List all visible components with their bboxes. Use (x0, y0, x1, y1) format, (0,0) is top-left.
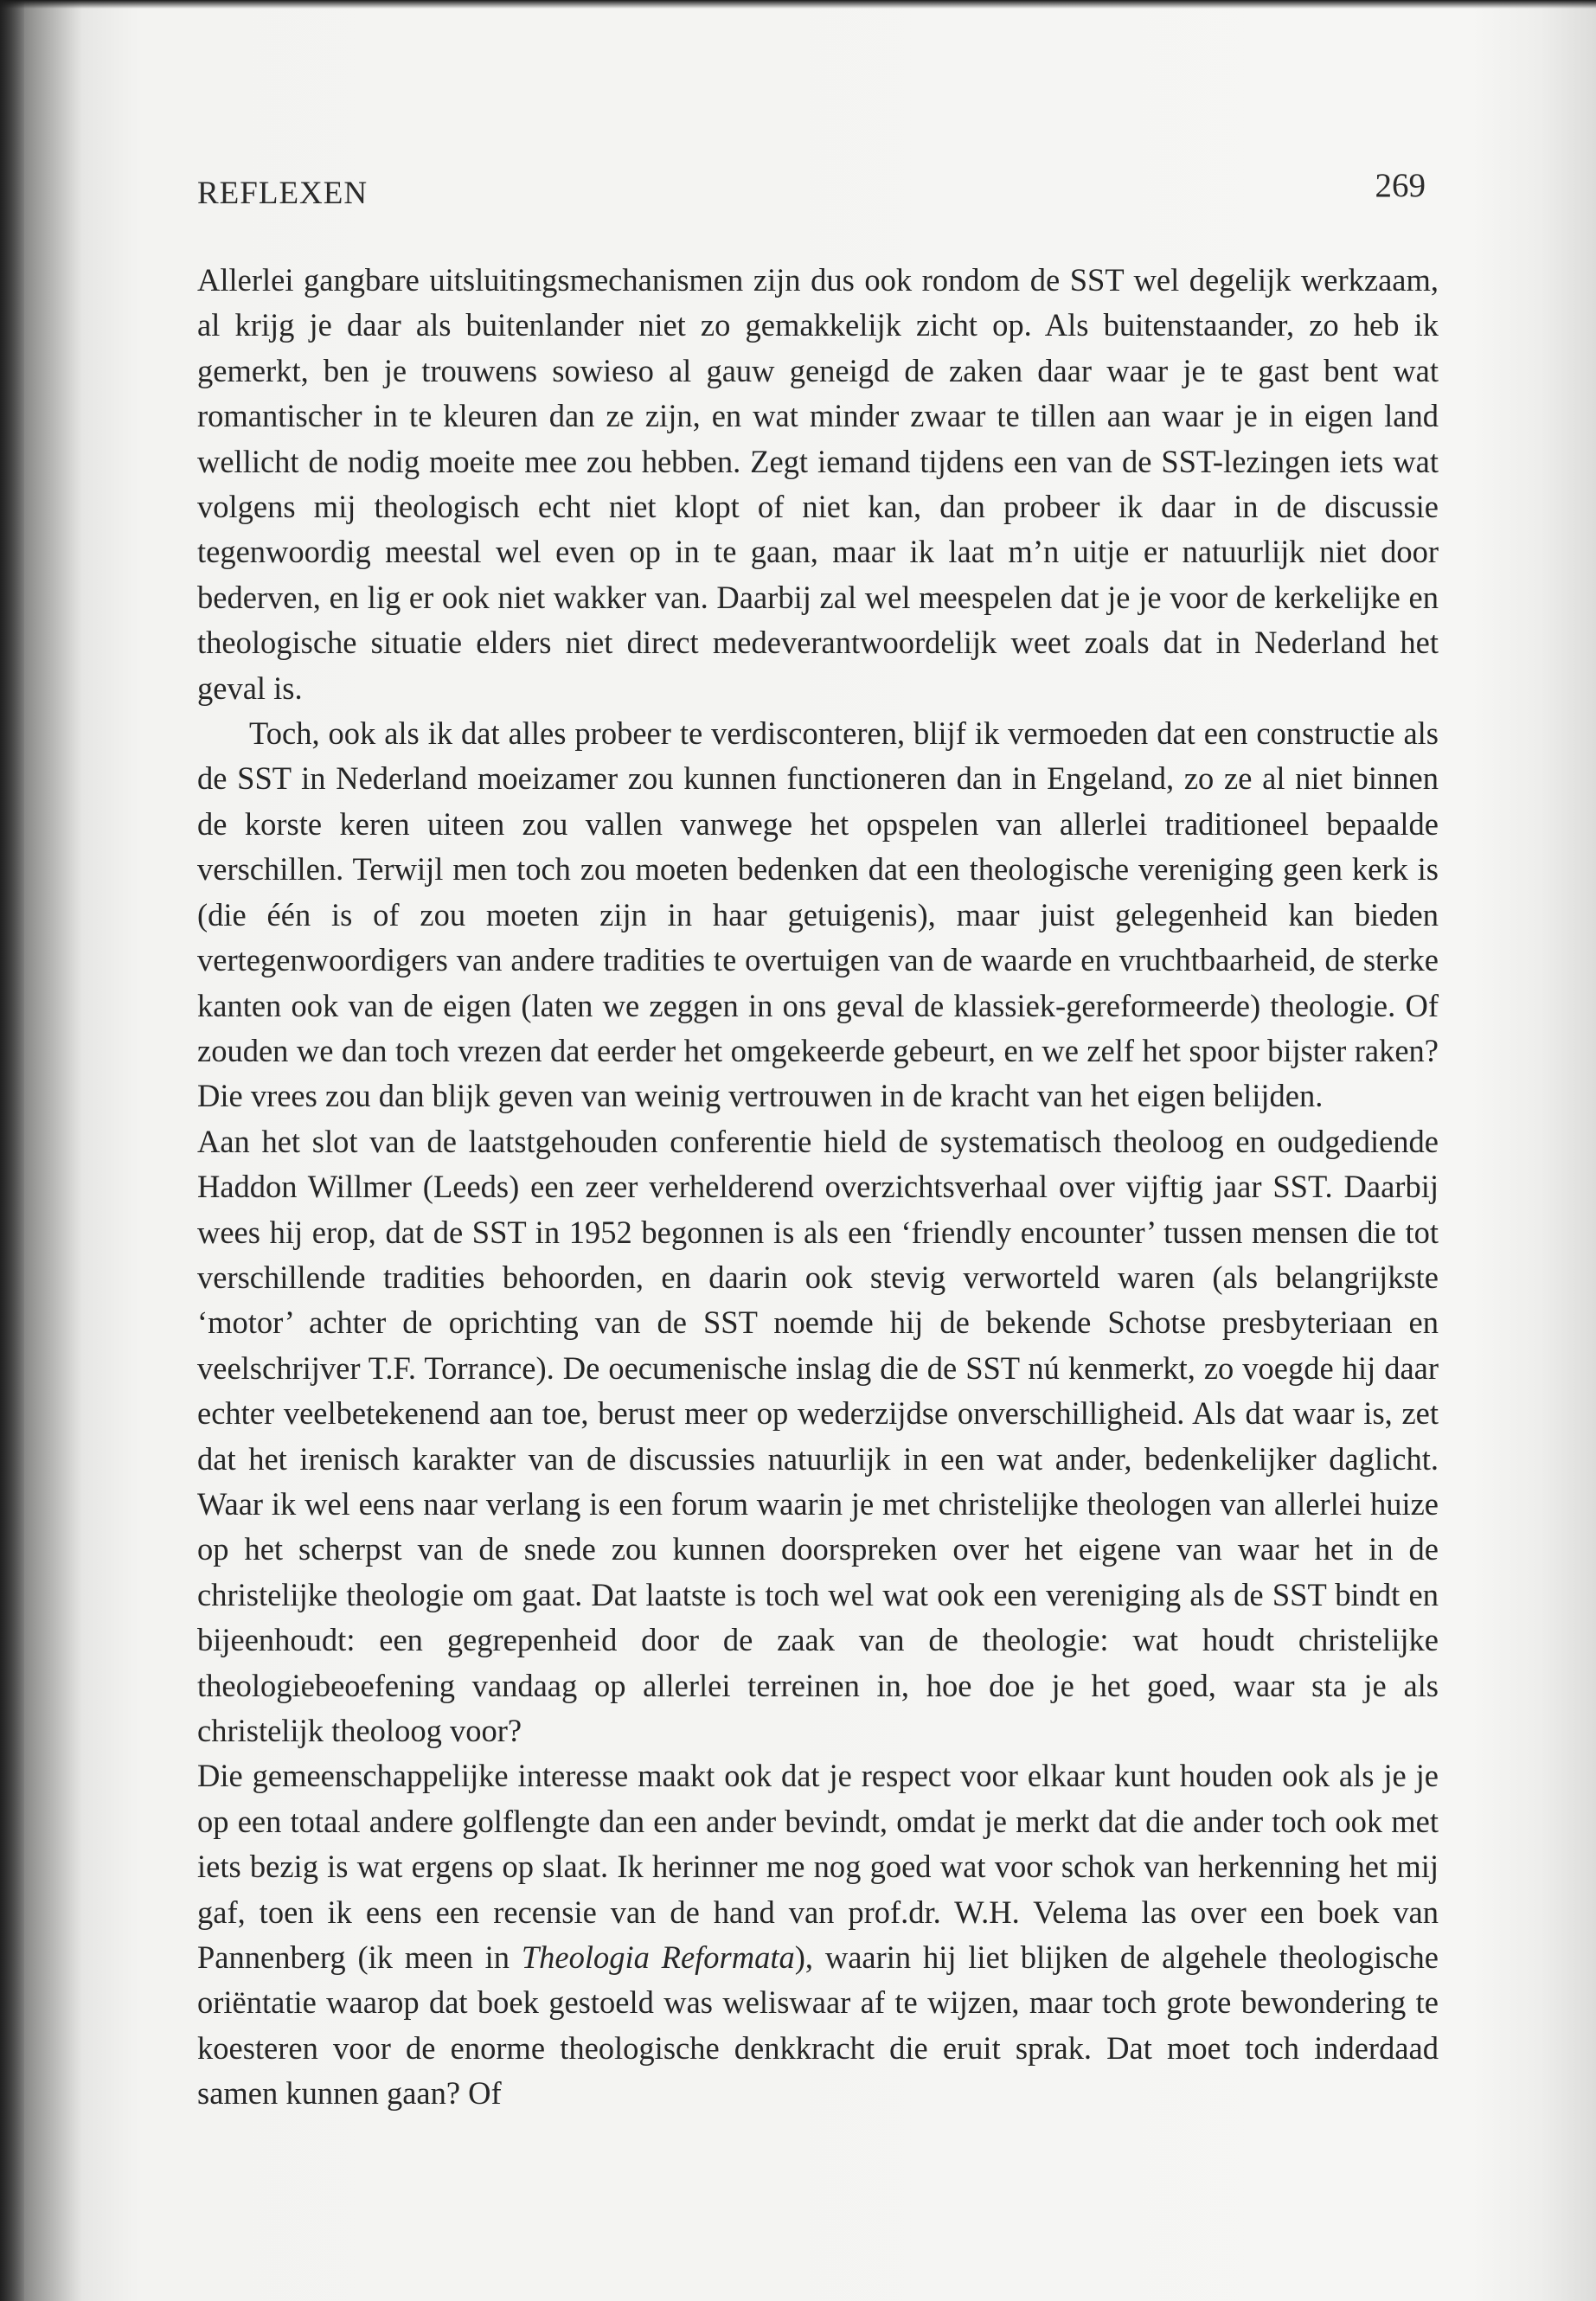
journal-title: Theologia Reformata (521, 1939, 795, 1976)
paragraph-text: Die gemeenschappelijke interesse maakt ook dat je respect voor elkaar kunt houden ook als je je op een totaal andere golflengte dan een ander bevindt, omdat je merkt dat die ander toch ook met iets bezig is wat ergens op slaat. Ik herinner me nog goed wat voor schok van herkenning het mij gaf, toen ik eens een recensie van de hand van prof.dr. W.H. Velema las over een boek van Pannenberg (ik meen in (197, 1758, 1439, 1976)
paragraph: Allerlei gangbare uitsluitingsmechanismen zijn dus ook rondom de SST wel degelijk werkzaam, al krijg je daar als buitenlander niet zo gemakkelijk zicht op. Als buitenstaander, zo heb ik gemerkt, ben je trouwens sowieso al gauw geneigd de zaken daar waar je te gast bent wat romantischer in te kleuren dan ze zijn, en wat minder zwaar te tillen aan waar je in eigen land wellicht de nodig moeite mee zou hebben. Zegt iemand tijdens een van de SST-lezingen iets wat volgens mij theologisch echt niet klopt of niet kan, dan probeer ik daar in de discussie tegenwoordig meestal wel even op in te gaan, maar ik laat m’n uitje er natuurlijk niet door bederven, en lig er ook niet wakker van. Daarbij zal wel meespelen dat je je voor de kerkelijke en theologische situatie elders niet direct medeverantwoordelijk weet zoals dat in Nederland het geval is. (197, 262, 1439, 706)
body-text (197, 258, 1439, 2117)
top-edge-shadow (0, 0, 1596, 9)
running-head: REFLEXEN (197, 176, 369, 211)
paragraph (197, 1753, 1439, 2116)
page-header (197, 166, 1443, 218)
paragraph: Aan het slot van de laatstgehouden conferentie hield de systematisch theoloog en oudgediende Haddon Willmer (Leeds) een zeer verhelderend overzichtsverhaal over vijftig jaar SST. Daarbij wees hij erop, dat de SST in 1952 begonnen is als een ‘friendly encounter’ tussen mensen die tot verschillende tradities behoorden, en daarin ook stevig verworteld waren (als belangrijkste ‘motor’ achter de oprichting van de SST noemde hij de bekende Schotse presbyteriaan en veelschrijver T.F. Torrance). De oecumenische inslag die de SST nú kenmerkt, zo voegde hij daar echter veelbetekenend aan toe, berust meer op wederzijdse onverschilligheid. Als dat waar is, zet dat het irenisch karakter van de discussies natuurlijk in een wat ander, bedenkelijker daglicht. Waar ik wel eens naar verlang is een forum waarin je met christelijke theologen van allerlei huize op het scherpst van de snede zou kunnen doorspreken over het eigene van waar het in de christelijke theologie om gaat. Dat laatste is toch wel wat ook een vereniging als de SST bindt en bijeenhoudt: een gegrepenheid door de zaak van de theologie: wat houdt christelijke theologiebeoefening vandaag op allerlei terreinen in, hoe doe je het goed, waar sta je als christelijk theoloog voor? (197, 1123, 1439, 1748)
paragraph-text: ), waarin hij liet blijken de algehele theologische oriëntatie waarop dat boek gestoeld was weliswaar af te wijzen, maar toch grote bewondering te koesteren voor de enorme theologische denkkracht die eruit sprak. Dat moet toch inderdaad samen kunnen gaan? Of (197, 1939, 1439, 2112)
book-spine-shadow (0, 0, 24, 2301)
page-number: 269 (1375, 167, 1426, 204)
paragraph: Toch, ook als ik dat alles probeer te verdisconteren, blijf ik vermoeden dat een constructie als de SST in Nederland moeizamer zou kunnen functioneren dan in Engeland, zo ze al niet binnen de korste keren uiteen zou vallen vanwege het opspelen van allerlei traditioneel bepaalde verschillen. Terwijl men toch zou moeten bedenken dat een theologische vereniging geen kerk is (die één is of zou moeten zijn in haar getuigenis), maar juist gelegenheid kan bieden vertegenwoordigers van andere tradities te overtuigen van de waarde en vruchtbaarheid, de sterke kanten ook van de eigen (laten we zeggen in ons geval de klassiek-gereformeerde) theologie. Of zouden we dan toch vrezen dat eerder het omgekeerde gebeurt, en we zelf het spoor bijster raken? Die vrees zou dan blijk geven van weinig vertrouwen in de kracht van het eigen belijden. (197, 715, 1439, 1114)
